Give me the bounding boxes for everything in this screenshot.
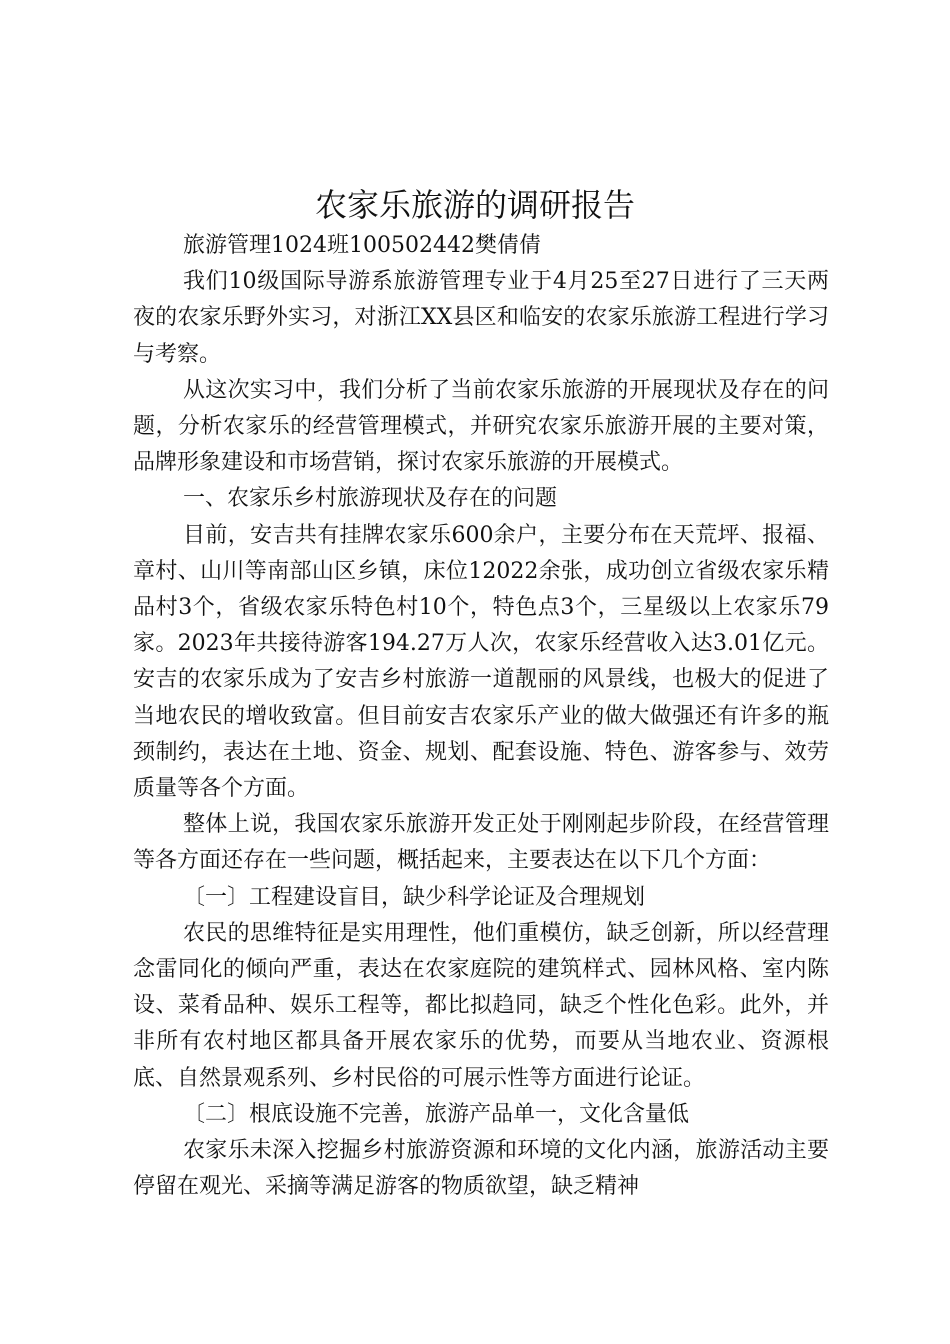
paragraph-purpose: 从这次实习中，我们分析了当前农家乐旅游的开展现状及存在的问题，分析农家乐的经营管理模式，并研究农家乐旅游开展的主要对策，品牌形象建设和市场营销，探讨农家乐旅游的开展模式。 xyxy=(133,377,829,476)
subheading-2: 〔二〕根底设施不完善，旅游产品单一，文化含量低 xyxy=(183,1101,690,1127)
author-line: 旅游管理1024班100502442樊倩倩 xyxy=(183,233,541,258)
paragraph-intro: 我们10级国际导游系旅游管理专业于4月25至27日进行了三天两夜的农家乐野外实习，对浙江XX县区和临安的农家乐旅游工程进行学习与考察。 xyxy=(133,269,829,367)
document-body xyxy=(133,228,829,1205)
section-heading-1: 一、农家乐乡村旅游现状及存在的问题 xyxy=(183,486,558,512)
document-title: 农家乐旅游的调研报告 xyxy=(314,186,635,224)
paragraph-planning: 农民的思维特征是实用理性，他们重模仿，缺乏创新，所以经营理念雷同化的倾向严重，表达在农家庭院的建筑样式、园林风格、室内陈设、菜肴品种、娱乐工程等，都比拟趋同，缺乏个性化色彩。此外，并非所有农村地区都具备开展农家乐的优势，而要从当地农业、资源根底、自然景观系列、乡村民俗的可展示性等方面进行论证。 xyxy=(133,920,829,1091)
paragraph-overview: 整体上说，我国农家乐旅游开发正处于刚刚起步阶段，在经营管理等各方面还存在一些问题，概括起来，主要表达在以下几个方面： xyxy=(133,812,829,874)
paragraph-culture: 农家乐未深入挖掘乡村旅游资源和环境的文化内涵，旅游活动主要停留在观光、采摘等满足游客的物质欲望，缺乏精神 xyxy=(133,1138,829,1200)
paragraph-current-status: 目前，安吉共有挂牌农家乐600余户，主要分布在天荒坪、报福、章村、山川等南部山区乡镇，床位12022余张，成功创立省级农家乐精品村3个，省级农家乐特色村10个，特色点3个，三星级以上农家乐79家。2023年共接待游客194.27万人次，农家乐经营收入达3.01亿元。安吉的农家乐成为了安吉乡村旅游一道靓丽的风景线，也极大的促进了当地农民的增收致富。但目前安吉农家乐产业的做大做强还有许多的瓶颈制约，表达在土地、资金、规划、配套设施、特色、游客参与、效劳质量等各个方面。 xyxy=(133,522,829,802)
subheading-1: 〔一〕工程建设盲目，缺少科学论证及合理规划 xyxy=(183,884,646,910)
